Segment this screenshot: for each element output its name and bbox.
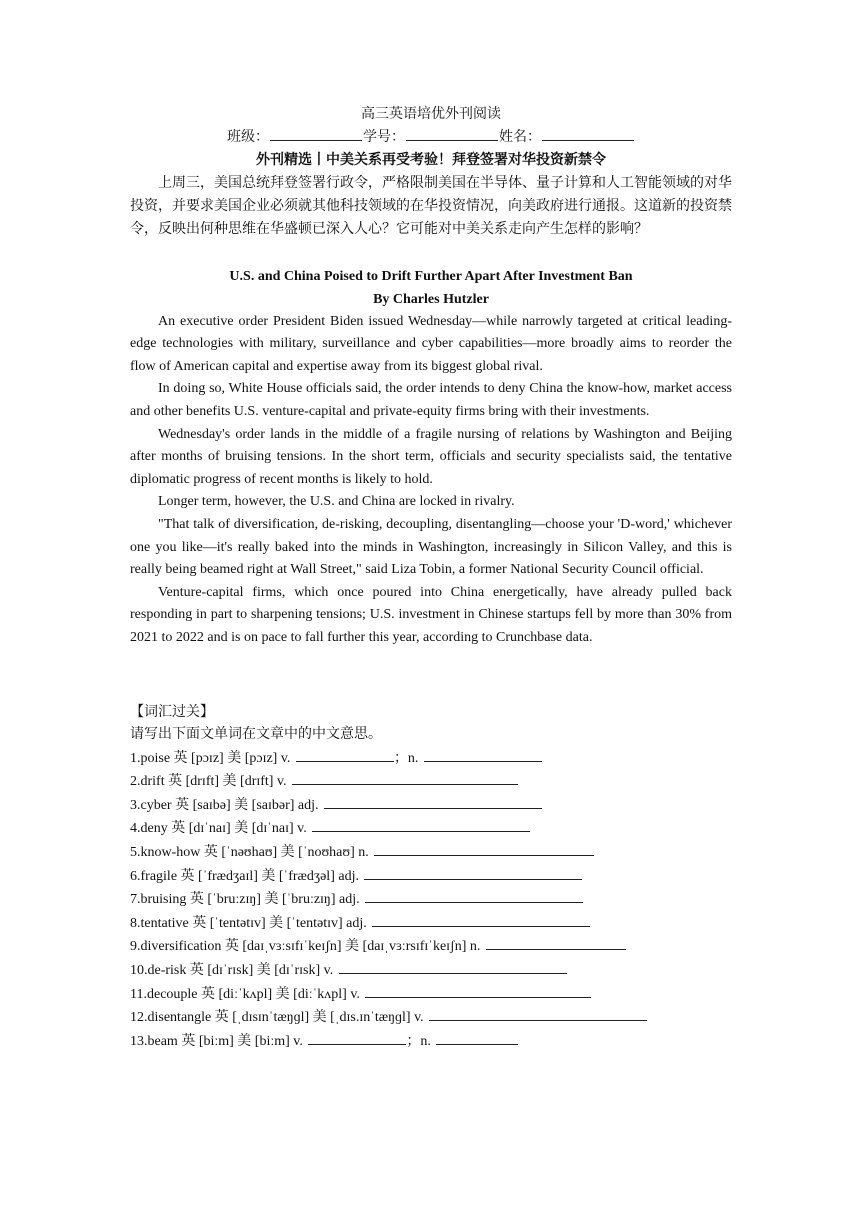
student-id-label: 学号： xyxy=(363,130,405,145)
answer-blank[interactable] xyxy=(312,817,530,832)
intro-paragraph: 上周三，美国总统拜登签署行政令，严格限制美国在半导体、量子计算和人工智能领域的对华投资，并要求美国企业必须就其他科技领域的在华投资情况，向美政府进行通报。这道新的投资禁令，反映出何种思维在华盛顿已深入人心？它可能对中美关系走向产生怎样的影响？ xyxy=(130,176,732,238)
vocab-word: 4.deny 英 [dɪˈnaɪ] 美 [dɪˈnaɪ] v. xyxy=(130,821,311,837)
vocab-word: 1.poise 英 [pɔɪz] 美 [pɔɪz] v. xyxy=(130,750,294,766)
vocab-item-tentative xyxy=(130,912,732,936)
vocab-word: 9.diversification 英 [daɪˌvɜːsɪfɪˈkeɪʃn] 美 [daɪˌvɜːrsɪfɪˈkeɪʃn] n. xyxy=(130,939,484,955)
spacer xyxy=(130,650,732,702)
article-paragraph: "That talk of diversification, de-risking, decoupling, disentangling—choose your 'D-word,' whichever one you like—it's really baked into the minds in Washington, increasingly in Silicon Valley, and this is really being beamed right at Wall Street," said Liza Tobin, a former National Security Council official. xyxy=(130,516,732,578)
answer-blank[interactable] xyxy=(486,935,626,950)
article-byline: By Charles Hutzler xyxy=(373,291,489,307)
vocab-item-bruising xyxy=(130,888,732,912)
vocab-item-diversification xyxy=(130,935,732,959)
answer-blank[interactable] xyxy=(374,841,594,856)
vocab-word: 7.bruising 英 [ˈbruːzɪŋ] 美 [ˈbruːzɪŋ] adj. xyxy=(130,892,364,908)
vocab-word: 5.know-how 英 [ˈnəʊhaʊ] 美 [ˈnoʊhaʊ] n. xyxy=(130,845,373,861)
vocab-item-deny xyxy=(130,817,732,841)
name-label: 姓名： xyxy=(499,130,541,145)
vocab-item-poise xyxy=(130,747,732,771)
vocab-pos: ；n. xyxy=(393,750,422,766)
answer-blank[interactable] xyxy=(424,747,542,762)
vocab-item-beam xyxy=(130,1030,732,1054)
vocab-item-disentangle xyxy=(130,1006,732,1030)
student-id-blank[interactable] xyxy=(406,126,498,141)
name-blank[interactable] xyxy=(542,126,634,141)
student-info-line xyxy=(130,126,732,149)
vocab-word: 6.fragile 英 [ˈfrædʒaɪl] 美 [ˈfrædʒəl] adj. xyxy=(130,868,363,884)
class-label: 班级： xyxy=(227,130,269,145)
vocab-heading: 【词汇过关】 xyxy=(130,704,214,720)
document-page xyxy=(130,103,732,1053)
vocab-word: 8.tentative 英 [ˈtentətɪv] 美 [ˈtentətɪv] adj. xyxy=(130,915,371,931)
answer-blank[interactable] xyxy=(324,794,542,809)
answer-blank[interactable] xyxy=(365,983,591,998)
article-paragraph: Longer term, however, the U.S. and China are locked in rivalry. xyxy=(158,494,515,510)
answer-blank[interactable] xyxy=(296,747,394,762)
article-title: U.S. and China Poised to Drift Further Apart After Investment Ban xyxy=(229,268,633,284)
answer-blank[interactable] xyxy=(364,865,582,880)
vocab-word: 11.decouple 英 [diːˈkʌpl] 美 [diːˈkʌpl] v. xyxy=(130,986,364,1002)
spacer xyxy=(130,242,732,265)
vocab-item-decouple xyxy=(130,983,732,1007)
answer-blank[interactable] xyxy=(339,959,567,974)
vocab-section xyxy=(130,702,732,1054)
vocab-word: 10.de-risk 英 [dɪˈrɪsk] 美 [dɪˈrɪsk] v. xyxy=(130,963,337,979)
vocab-instruction: 请写出下面文单词在文章中的中文意思。 xyxy=(130,727,382,743)
answer-blank[interactable] xyxy=(308,1030,406,1045)
article-paragraph: In doing so, White House officials said, the order intends to deny China the know-how, market access and other benefits U.S. venture-capital and private-equity firms bring with their investments. xyxy=(130,381,732,419)
answer-blank[interactable] xyxy=(292,770,518,785)
class-blank[interactable] xyxy=(270,126,362,141)
answer-blank[interactable] xyxy=(429,1006,647,1021)
vocab-item-drift xyxy=(130,770,732,794)
article-paragraph: An executive order President Biden issued Wednesday—while narrowly targeted at critical leading-edge technologies with military, surveillance and cyber capabilities—more broadly aims to reorder the flow of American capital and expertise away from its biggest global rival. xyxy=(130,313,732,374)
vocab-word: 3.cyber 英 [saɪbə] 美 [saɪbər] adj. xyxy=(130,797,323,813)
article-paragraph: Venture-capital firms, which once poured into China energetically, have already pulled back responding in part to sharpening tensions; U.S. investment in Chinese startups fell by more than 30% from 2021 to 2022 and is on pace to fall further this year, according to Crunchbase data. xyxy=(130,584,732,645)
vocab-word: 2.drift 英 [drɪft] 美 [drɪft] v. xyxy=(130,774,291,790)
vocab-item-know-how xyxy=(130,841,732,865)
vocab-item-cyber xyxy=(130,794,732,818)
vocab-item-fragile xyxy=(130,865,732,889)
vocab-item-de-risk xyxy=(130,959,732,983)
article-paragraph: Wednesday's order lands in the middle of a fragile nursing of relations by Washington and Beijing after months of bruising tensions. In the short term, officials and security specialists said, the tentative diplomatic progress of recent months is likely to hold. xyxy=(130,426,732,487)
answer-blank[interactable] xyxy=(365,888,583,903)
vocab-word: 13.beam 英 [biːm] 美 [biːm] v. xyxy=(130,1033,307,1049)
answer-blank[interactable] xyxy=(372,912,590,927)
intro-headline: 外刊精选丨中美关系再受考验！拜登签署对华投资新禁令 xyxy=(256,153,606,168)
page-title: 高三英语培优外刊阅读 xyxy=(361,107,501,122)
answer-blank[interactable] xyxy=(436,1030,518,1045)
vocab-word: 12.disentangle 英 [ˌdɪsɪnˈtæŋɡl] 美 [ˌdɪs.ɪnˈtæŋɡl] v. xyxy=(130,1010,428,1026)
vocab-pos: ；n. xyxy=(406,1033,435,1049)
